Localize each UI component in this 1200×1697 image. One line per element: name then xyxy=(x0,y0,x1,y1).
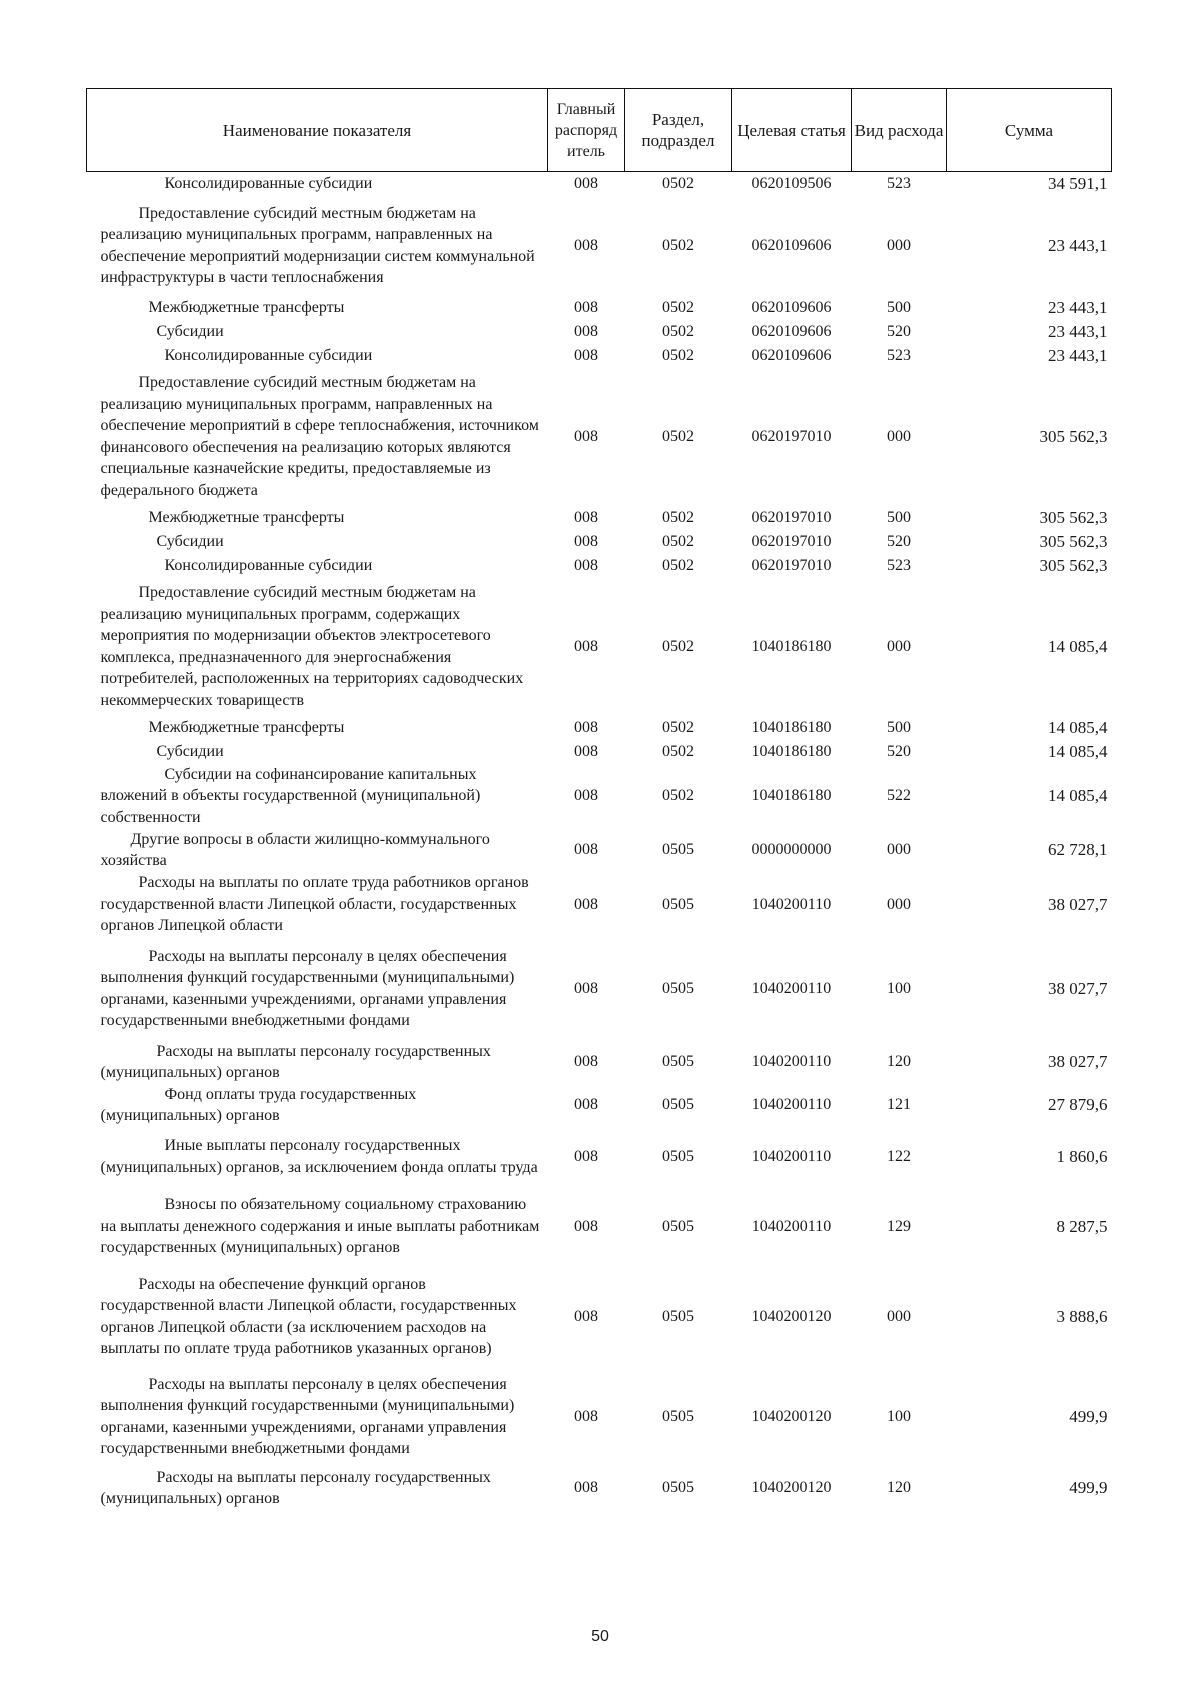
row-name: Расходы на выплаты персоналу в целях обеспечения выполнения функций государственными (муниципальными) органами, казенными учреждениями, органами управления государственными внебюджетными фондами xyxy=(100,1375,515,1457)
row-sum: 23 443,1 xyxy=(1048,297,1108,317)
row-expense-type: 520 xyxy=(887,532,911,550)
row-name: Консолидированные субсидии xyxy=(164,556,373,574)
row-expense-type: 000 xyxy=(887,895,911,913)
row-section: 0505 xyxy=(662,979,694,997)
row-chief-administrator: 008 xyxy=(574,556,598,574)
row-target-article: 1040200120 xyxy=(751,1479,832,1497)
budget-table-container xyxy=(86,88,1111,1510)
row-target-article: 0620197010 xyxy=(751,532,832,550)
table-row xyxy=(87,296,1112,320)
row-section: 0502 xyxy=(662,787,694,804)
table-row xyxy=(87,506,1112,530)
row-chief-administrator: 008 xyxy=(574,1407,598,1425)
row-name: Предоставление субсидий местным бюджетам на реализацию муниципальных программ, направленных на обеспечение мероприятий в сфере теплоснабжения, источником финансового обеспечения на реализацию которых являются специальные казначейские кредиты, предоставляемые из федерального бюджета xyxy=(100,374,539,499)
row-chief-administrator: 008 xyxy=(574,979,598,997)
row-target-article: 0620109606 xyxy=(751,346,832,364)
row-chief-administrator: 008 xyxy=(574,1096,598,1114)
row-target-article: 0620197010 xyxy=(751,508,832,526)
row-section: 0505 xyxy=(662,1217,694,1235)
row-expense-type: 520 xyxy=(887,322,911,340)
row-name: Субсидии на софинансирование капитальных вложений в объекты государственной (муниципальной) собственности xyxy=(100,765,481,826)
table-row xyxy=(87,578,1112,716)
header-section: Раздел, подраздел xyxy=(625,89,732,172)
row-expense-type: 000 xyxy=(887,427,911,445)
row-expense-type: 121 xyxy=(887,1096,911,1114)
row-target-article: 0620109606 xyxy=(751,298,832,316)
row-sum: 23 443,1 xyxy=(1048,321,1108,341)
row-chief-administrator: 008 xyxy=(574,1307,598,1325)
table-row xyxy=(87,1267,1112,1367)
row-section: 0505 xyxy=(662,841,694,859)
row-sum: 499,9 xyxy=(1069,1406,1108,1426)
row-name: Расходы на выплаты персоналу государственных (муниципальных) органов xyxy=(100,1468,491,1507)
row-target-article: 0620109506 xyxy=(751,175,832,192)
row-sum: 305 562,3 xyxy=(1039,555,1108,575)
row-sum: 14 085,4 xyxy=(1048,717,1108,737)
row-sum: 3 888,6 xyxy=(1056,1306,1108,1326)
row-target-article: 1040200110 xyxy=(751,1217,832,1235)
row-sum: 499,9 xyxy=(1069,1478,1108,1498)
table-row xyxy=(87,1084,1112,1127)
header-sum: Сумма xyxy=(947,89,1112,172)
row-name: Предоставление субсидий местным бюджетам на реализацию муниципальных программ, содержащих мероприятия по модернизации объектов электросетевого комплекса, предназначенного для энергоснабжения потребителей, расположенных на территориях садоводческих некоммерческих товариществ xyxy=(100,584,524,709)
row-target-article: 0000000000 xyxy=(751,841,832,859)
row-target-article: 1040186180 xyxy=(751,787,832,804)
row-chief-administrator: 008 xyxy=(574,1479,598,1497)
row-section: 0505 xyxy=(662,1407,694,1425)
row-chief-administrator: 008 xyxy=(574,742,598,760)
row-target-article: 1040186180 xyxy=(751,742,832,760)
row-sum: 34 591,1 xyxy=(1048,174,1108,193)
row-chief-administrator: 008 xyxy=(574,1147,598,1165)
header-name: Наименование показателя xyxy=(87,89,548,172)
row-name: Межбюджетные трансферты xyxy=(148,718,345,736)
row-sum: 1 860,6 xyxy=(1056,1146,1108,1166)
row-target-article: 0620109606 xyxy=(751,322,832,340)
row-chief-administrator: 008 xyxy=(574,895,598,913)
row-name: Иные выплаты персоналу государственных (муниципальных) органов, за исключением фонда оплаты труда xyxy=(100,1137,538,1176)
row-target-article: 1040200110 xyxy=(751,979,832,997)
row-section: 0505 xyxy=(662,1479,694,1497)
table-row xyxy=(87,764,1112,829)
row-chief-administrator: 008 xyxy=(574,508,598,526)
table-row xyxy=(87,716,1112,740)
row-expense-type: 523 xyxy=(887,175,911,192)
row-name: Консолидированные субсидии xyxy=(164,346,373,364)
table-row xyxy=(87,1041,1112,1084)
table-row xyxy=(87,937,1112,1041)
row-section: 0502 xyxy=(662,427,694,445)
row-name: Расходы на выплаты персоналу государственных (муниципальных) органов xyxy=(100,1042,491,1081)
table-body xyxy=(87,172,1112,1510)
row-expense-type: 120 xyxy=(887,1479,911,1497)
page-number: 50 xyxy=(591,1628,609,1645)
row-name: Фонд оплаты труда государственных (муниципальных) органов xyxy=(100,1085,417,1124)
row-chief-administrator: 008 xyxy=(574,787,598,804)
row-sum: 8 287,5 xyxy=(1056,1216,1108,1236)
row-chief-administrator: 008 xyxy=(574,637,598,655)
row-target-article: 1040200110 xyxy=(751,1053,832,1071)
row-name: Субсидии xyxy=(156,322,224,340)
row-sum: 62 728,1 xyxy=(1048,840,1108,860)
row-expense-type: 522 xyxy=(887,787,911,804)
table-row xyxy=(87,740,1112,764)
row-chief-administrator: 008 xyxy=(574,718,598,736)
row-chief-administrator: 008 xyxy=(574,427,598,445)
row-section: 0505 xyxy=(662,1053,694,1071)
row-section: 0502 xyxy=(662,742,694,760)
table-row xyxy=(87,172,1112,196)
row-sum: 38 027,7 xyxy=(1048,894,1108,914)
table-row xyxy=(87,344,1112,368)
row-sum: 38 027,7 xyxy=(1048,978,1108,998)
row-target-article: 0620197010 xyxy=(751,556,832,574)
row-section: 0505 xyxy=(662,1096,694,1114)
header-chief-administrator: Главный распоряд итель xyxy=(548,89,625,172)
row-section: 0502 xyxy=(662,322,694,340)
row-expense-type: 100 xyxy=(887,979,911,997)
row-chief-administrator: 008 xyxy=(574,346,598,364)
row-section: 0502 xyxy=(662,346,694,364)
row-target-article: 1040200120 xyxy=(751,1407,832,1425)
row-chief-administrator: 008 xyxy=(574,236,598,254)
table-row xyxy=(87,368,1112,506)
row-sum: 23 443,1 xyxy=(1048,235,1108,255)
header-target-article: Целевая статья xyxy=(732,89,852,172)
row-name: Предоставление субсидий местным бюджетам на реализацию муниципальных программ, направленных на обеспечение мероприятий модернизации систем коммунальной инфраструктуры в части теплоснабжения xyxy=(100,204,535,286)
table-row xyxy=(87,1127,1112,1187)
row-section: 0502 xyxy=(662,532,694,550)
row-expense-type: 523 xyxy=(887,556,911,574)
row-target-article: 1040200110 xyxy=(751,1147,832,1165)
row-name: Расходы на обеспечение функций органов государственной власти Липецкой области, государственных органов Липецкой области (за исключением расходов на выплаты по оплате труда работников указанных органов) xyxy=(100,1275,517,1357)
row-sum: 14 085,4 xyxy=(1048,741,1108,761)
row-expense-type: 500 xyxy=(887,298,911,316)
row-sum: 305 562,3 xyxy=(1039,426,1108,446)
table-row xyxy=(87,1467,1112,1510)
row-section: 0502 xyxy=(662,556,694,574)
table-row xyxy=(87,1367,1112,1467)
table-row xyxy=(87,1187,1112,1267)
row-expense-type: 000 xyxy=(887,1307,911,1325)
row-chief-administrator: 008 xyxy=(574,298,598,316)
table-row xyxy=(87,196,1112,296)
row-chief-administrator: 008 xyxy=(574,1217,598,1235)
row-section: 0505 xyxy=(662,1307,694,1325)
row-name: Субсидии xyxy=(156,742,224,760)
row-expense-type: 129 xyxy=(887,1217,911,1235)
row-section: 0502 xyxy=(662,298,694,316)
row-sum: 14 085,4 xyxy=(1048,786,1108,805)
row-section: 0505 xyxy=(662,895,694,913)
row-target-article: 1040186180 xyxy=(751,637,832,655)
row-target-article: 1040200110 xyxy=(751,1096,832,1114)
table-row xyxy=(87,554,1112,578)
row-expense-type: 000 xyxy=(887,236,911,254)
row-expense-type: 000 xyxy=(887,841,911,859)
row-sum: 27 879,6 xyxy=(1048,1095,1108,1115)
row-target-article: 0620197010 xyxy=(751,427,832,445)
row-target-article: 1040200120 xyxy=(751,1307,832,1325)
row-name: Субсидии xyxy=(156,532,224,550)
row-expense-type: 520 xyxy=(887,742,911,760)
row-chief-administrator: 008 xyxy=(574,532,598,550)
row-section: 0502 xyxy=(662,175,694,192)
table-row xyxy=(87,530,1112,554)
row-expense-type: 100 xyxy=(887,1407,911,1425)
row-name: Консолидированные субсидии xyxy=(164,175,373,192)
row-name: Расходы на выплаты персоналу в целях обеспечения выполнения функций государственными (муниципальными) органами, казенными учреждениями, органами управления государственными внебюджетными фондами xyxy=(100,947,515,1029)
row-name: Межбюджетные трансферты xyxy=(148,298,345,316)
row-chief-administrator: 008 xyxy=(574,841,598,859)
row-section: 0502 xyxy=(662,236,694,254)
row-chief-administrator: 008 xyxy=(574,175,598,192)
row-name: Расходы на выплаты по оплате труда работников органов государственной власти Липецкой области, государственных органов Липецкой области xyxy=(100,874,529,934)
row-expense-type: 500 xyxy=(887,718,911,736)
budget-table xyxy=(86,88,1112,1510)
row-target-article: 0620109606 xyxy=(751,236,832,254)
row-expense-type: 122 xyxy=(887,1147,911,1165)
row-name: Межбюджетные трансферты xyxy=(148,508,345,526)
row-name: Взносы по обязательному социальному страхованию на выплаты денежного содержания и иные выплаты работникам государственных (муниципальных) органов xyxy=(100,1196,540,1257)
row-sum: 14 085,4 xyxy=(1048,636,1108,656)
table-row xyxy=(87,828,1112,872)
row-sum: 305 562,3 xyxy=(1039,507,1108,527)
row-expense-type: 500 xyxy=(887,508,911,526)
table-header xyxy=(87,89,1112,172)
row-section: 0502 xyxy=(662,718,694,736)
table-row xyxy=(87,320,1112,344)
row-expense-type: 120 xyxy=(887,1053,911,1071)
header-expense-type: Вид расхода xyxy=(852,89,947,172)
table-row xyxy=(87,872,1112,937)
row-target-article: 1040186180 xyxy=(751,718,832,736)
row-sum: 305 562,3 xyxy=(1039,531,1108,551)
row-sum: 23 443,1 xyxy=(1048,345,1108,365)
row-sum: 38 027,7 xyxy=(1048,1052,1108,1072)
row-expense-type: 000 xyxy=(887,637,911,655)
row-section: 0505 xyxy=(662,1147,694,1165)
row-expense-type: 523 xyxy=(887,346,911,364)
row-chief-administrator: 008 xyxy=(574,322,598,340)
row-chief-administrator: 008 xyxy=(574,1053,598,1071)
row-name: Другие вопросы в области жилищно-коммунального хозяйства xyxy=(100,830,490,869)
row-section: 0502 xyxy=(662,637,694,655)
row-target-article: 1040200110 xyxy=(751,895,832,913)
row-section: 0502 xyxy=(662,508,694,526)
